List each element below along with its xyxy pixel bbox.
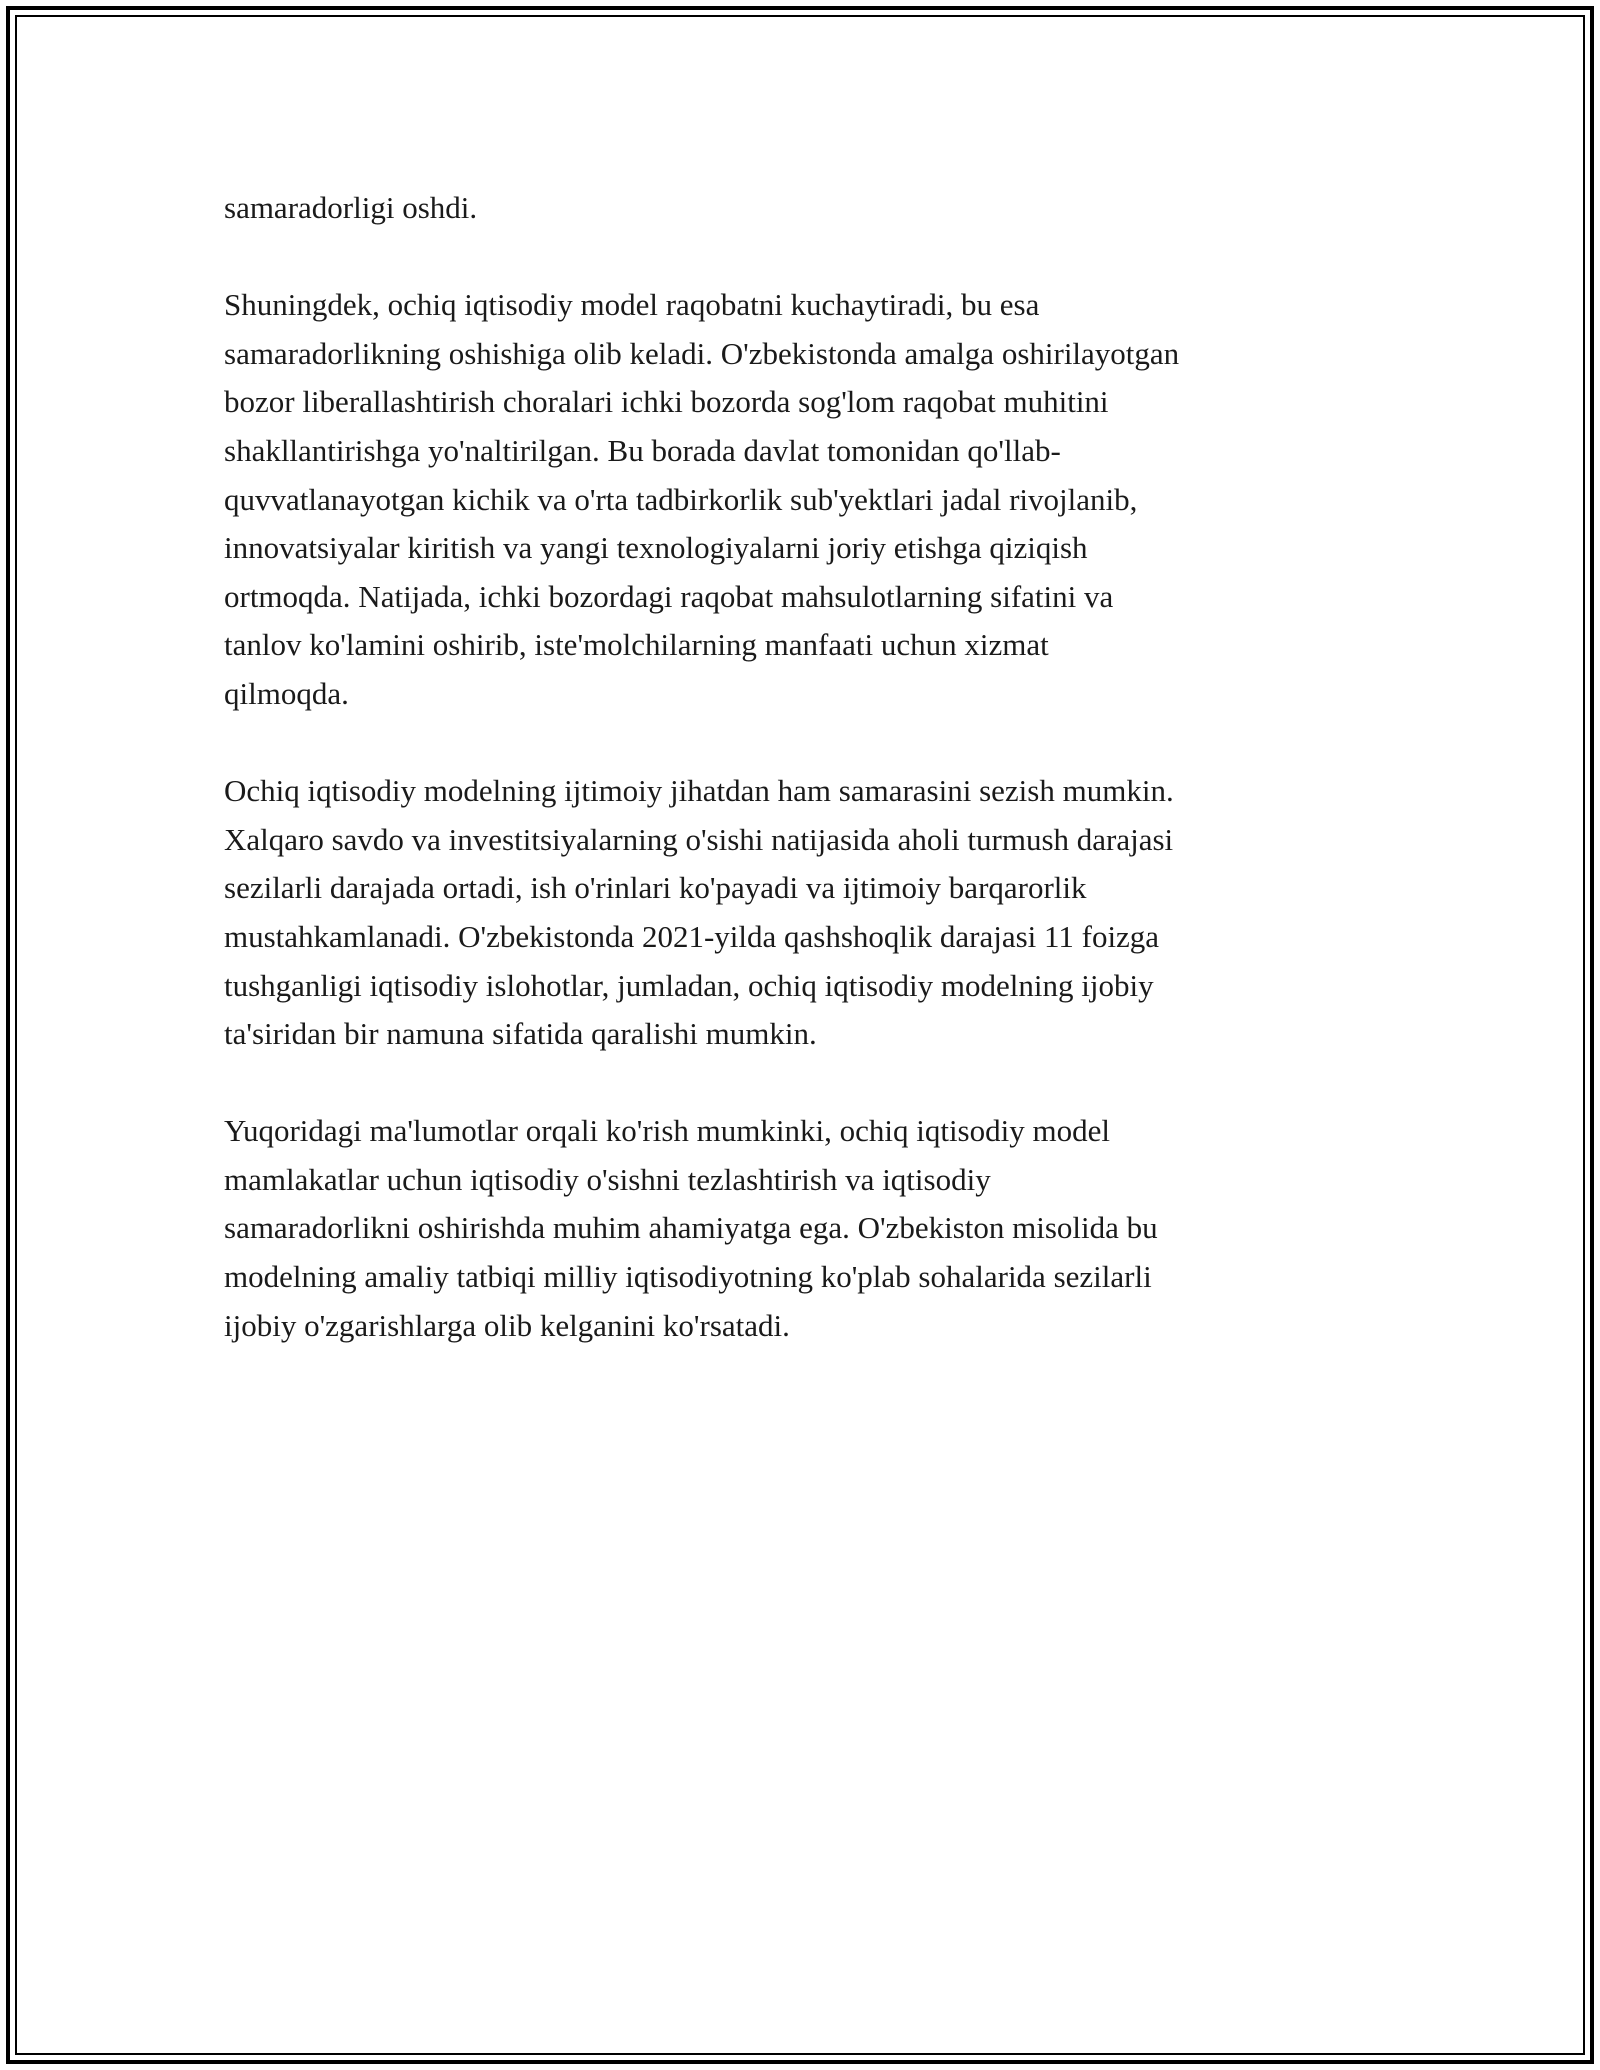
paragraph-3: Ochiq iqtisodiy modelning ijtimoiy jihatdan ham samarasini sezish mumkin. Xalqaro savdo va investitsiyalarning o'sishi natijasida aholi turmush darajasi sezilarli darajada ortadi, ish o'rinlari ko'payadi va ijtimoiy barqarorlik mustahkamlanadi. O'zbekistonda 2021-yilda qashshoqlik darajasi 11 foizga tushganligi iqtisodiy islohotlar, jumladan, ochiq iqtisodiy modelning ijobiy ta'siridan bir namuna sifatida qaralishi mumkin.: [224, 773, 1174, 1052]
document-body: [224, 184, 1384, 1399]
paragraph-2: Shuningdek, ochiq iqtisodiy model raqobatni kuchaytiradi, bu esa samaradorlikning oshishiga olib keladi. O'zbekistonda amalga oshirilayotgan bozor liberallashtirish choralari ichki bozorda sog'lom raqobat muhitini shakllantirishga yo'naltirilgan. Bu borada davlat tomonidan qo'llab- quvvatlanayotgan kichik va o'rta tadbirkorlik sub'yektlari jadal rivojlanib, innovatsiyalar kiritish va yangi texnologiyalarni joriy etishga qiziqish ortmoqda. Natijada, ichki bozordagi raqobat mahsulotlarning sifatini va tanlov ko'lamini oshirib, iste'molchilarning manfaati uchun xizmat qilmoqda.: [224, 287, 1180, 711]
paragraph-1: samaradorligi oshdi.: [224, 190, 478, 225]
paragraph-4: Yuqoridagi ma'lumotlar orqali ko'rish mumkinki, ochiq iqtisodiy model mamlakatlar uchun iqtisodiy o'sishni tezlashtirish va iqtisodiy samaradorlikni oshirishda muhim ahamiyatga ega. O'zbekiston misolida bu modelning amaliy tatbiqi milliy iqtisodiyotning ko'plab sohalarida sezilarli ijobiy o'zgarishlarga olib kelganini ko'rsatadi.: [224, 1113, 1158, 1343]
